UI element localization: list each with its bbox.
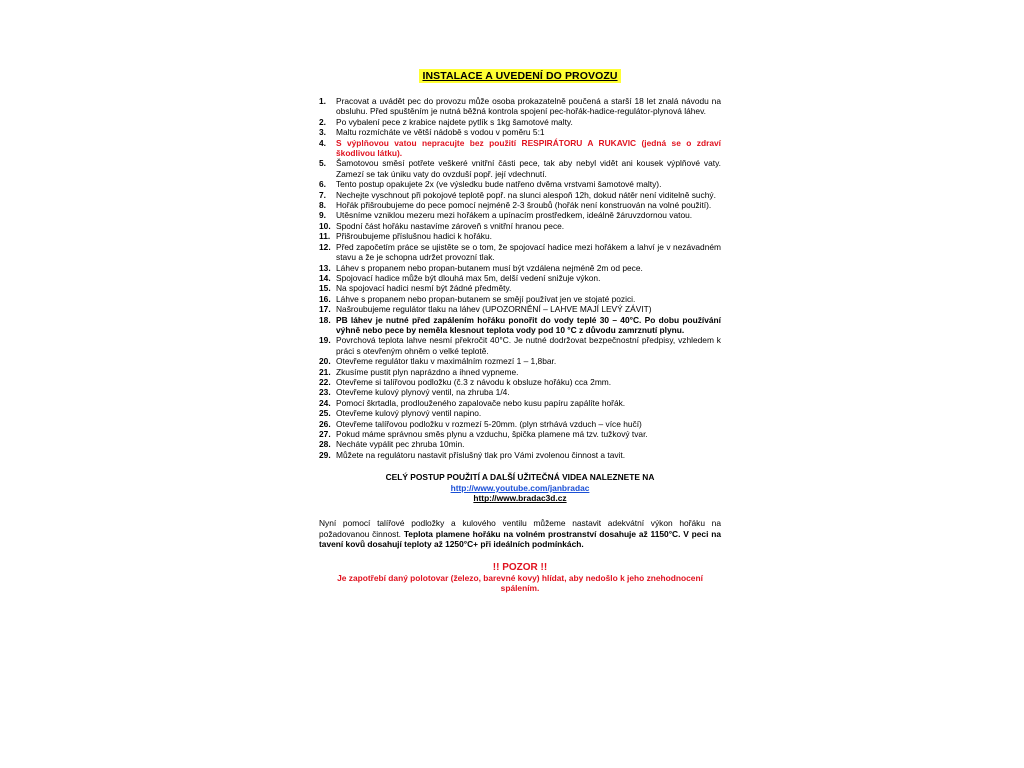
instruction-number: 19.	[319, 335, 331, 346]
title-wrap	[319, 66, 721, 84]
instruction-number: 4.	[319, 137, 326, 148]
instruction-text: Utěsníme vzniklou mezeru mezi hořákem a upínacím prostředkem, ideálně žáruvzdornou vatou.	[336, 210, 693, 221]
instruction-text: Na spojovací hadici nesmí být žádné předměty.	[336, 283, 512, 294]
instruction-text: Otevřeme kulový plynový ventil, na zhruba 1/4.	[336, 387, 510, 398]
instruction-item	[319, 117, 721, 127]
instruction-number: 10.	[319, 220, 331, 231]
instruction-number: 25.	[319, 408, 331, 419]
instruction-text: Nechejte vyschnout při pokojové teplotě popř. na slunci alespoň 12h, dokud nátěr není viditelně suchý.	[336, 189, 716, 200]
instruction-item	[319, 356, 721, 366]
instruction-text: Otevřeme kulový plynový ventil napino.	[336, 408, 482, 419]
instruction-item	[319, 304, 721, 314]
instruction-item	[319, 158, 721, 179]
instruction-item	[319, 387, 721, 397]
instruction-text: Láhev s propanem nebo propan-butanem musí být vzdálena nejméně 2m od pece.	[336, 262, 643, 273]
instruction-number: 23.	[319, 387, 331, 398]
instruction-number: 16.	[319, 293, 331, 304]
instruction-text: Našroubujeme regulátor tlaku na láhev (UPOZORNĚNÍ – LAHVE MAJÍ LEVÝ ZÁVIT)	[336, 304, 652, 315]
instruction-item	[319, 439, 721, 449]
instruction-number: 27.	[319, 429, 331, 439]
instruction-text: S výplňovou vatou nepracujte bez použití RESPIRÁTORU A RUKAVIC (jedná se o zdraví škodlivou látku).	[336, 137, 721, 159]
document-title: INSTALACE A UVEDENÍ DO PROVOZU	[419, 69, 620, 83]
warning-block	[319, 562, 721, 594]
note-bold: Teplota plamene hořáku na volném prostranství dosahuje až 1150°C. V peci na tavení kovů dosahují teploty až 1250°C+ při ideálních podmínkách.	[319, 528, 721, 550]
video-heading: CELÝ POSTUP POUŽITÍ A DALŠÍ UŽITEČNÁ VIDEA NALEZNETE NA	[385, 472, 655, 483]
note-plain: Nyní pomocí talířové podložky a kulového ventilu můžeme nastavit adekvátní výkon hořáku na požadovanou činnost.	[319, 518, 721, 539]
instruction-item	[319, 127, 721, 137]
instruction-number: 3.	[319, 127, 326, 138]
instruction-number: 1.	[319, 96, 326, 106]
instruction-number: 29.	[319, 449, 331, 460]
instruction-item	[319, 138, 721, 159]
instruction-item	[319, 450, 721, 460]
instruction-number: 24.	[319, 397, 331, 408]
instruction-list	[319, 96, 721, 460]
instruction-text: Šamotovou směsí potřete veškeré vnitřní části pece, tak aby nebyl vidět ani kousek výplňové vaty. Zamezí se tak úniku vaty do ovzduší popř. její vdechnutí.	[336, 158, 721, 179]
instruction-number: 5.	[319, 158, 326, 169]
instruction-text: Spojovací hadice může být dlouhá max 5m, delší vedení snižuje výkon.	[336, 272, 601, 283]
instruction-item	[319, 242, 721, 263]
instruction-text: Pomocí škrtadla, prodlouženého zapalovače nebo kusu papíru zapálíte hořák.	[336, 397, 626, 408]
instruction-text: Otevřeme talířovou podložku v rozmezí 5-20mm. (plyn strhává vzduch – více hučí)	[336, 418, 642, 429]
instruction-item	[319, 263, 721, 273]
instruction-item	[319, 367, 721, 377]
instruction-number: 22.	[319, 376, 331, 387]
instruction-item	[319, 294, 721, 304]
video-links-block	[319, 472, 721, 504]
instruction-item	[319, 283, 721, 293]
instruction-item	[319, 96, 721, 117]
youtube-link[interactable]: http://www.youtube.com/janbradac	[450, 482, 590, 493]
instruction-number: 7.	[319, 189, 326, 200]
website-link[interactable]: http://www.bradac3d.cz	[473, 493, 567, 504]
warning-text: Je zapotřebí daný polotovar (železo, barevné kovy) hlídat, aby nedošlo k jeho znehodnocení spálením.	[337, 572, 703, 594]
instruction-text: Hořák přišroubujeme do pece pomocí nejméně 2-3 šroubů (hořák není konstruován na volné použití).	[336, 200, 712, 211]
instruction-number: 17.	[319, 304, 331, 315]
instruction-item	[319, 231, 721, 241]
instruction-text: Necháte vypálit pec zhruba 10min.	[336, 439, 465, 450]
instruction-text: Můžete na regulátoru nastavit příslušný tlak pro Vámi zvolenou činnost a tavit.	[336, 449, 626, 460]
instruction-number: 8.	[319, 200, 326, 211]
instruction-number: 21.	[319, 366, 331, 377]
instruction-text: Pokud máme správnou směs plynu a vzduchu, špička plamene má tzv. tužkový tvar.	[336, 429, 648, 439]
instruction-text: Otevřeme si talířovou podložku (č.3 z návodu k obsluze hořáku) cca 2mm.	[336, 376, 612, 387]
instruction-text: Pracovat a uvádět pec do provozu může osoba prokazatelně poučená a starší 18 let znalá návodu na obsluhu. Před spuštěním je nutná běžná kontrola spojení pec-hořák-hadice-regulátor-plynová láhev.	[336, 96, 721, 117]
instruction-text: Maltu rozmícháte ve větší nádobě s vodou v poměru 5:1	[336, 127, 545, 138]
instruction-item	[319, 273, 721, 283]
instruction-number: 26.	[319, 418, 331, 429]
instruction-text: Před započetím práce se ujistěte se o tom, že spojovací hadice mezi hořákem a lahví je v nezávadném stavu a že je schopna udržet provozní tlak.	[336, 241, 721, 263]
instruction-number: 9.	[319, 210, 326, 221]
instruction-number: 12.	[319, 241, 331, 252]
instruction-item	[319, 221, 721, 231]
instruction-item	[319, 210, 721, 220]
instruction-number: 2.	[319, 116, 326, 127]
instruction-text: Po vybalení pece z krabice najdete pytlík s 1kg šamotové malty.	[336, 116, 573, 127]
instruction-number: 20.	[319, 356, 331, 367]
instruction-text: Přišroubujeme příslušnou hadici k hořáku.	[336, 231, 492, 242]
instruction-item	[319, 429, 721, 439]
instruction-text: Tento postup opakujete 2x (ve výsledku bude natřeno dvěma vrstvami šamotové malty).	[336, 179, 662, 190]
temperature-note	[319, 518, 721, 550]
instruction-text: Povrchová teplota lahve nesmí překročit 40°C. Je nutné dodržovat bezpečnostní předpisy, vzhledem k práci s otevřeným ohněm o velké teplotě.	[336, 335, 721, 356]
instruction-text: Zkusíme pustit plyn naprázdno a ihned vypneme.	[336, 366, 519, 377]
instruction-number: 14.	[319, 272, 331, 283]
instruction-item	[319, 398, 721, 408]
instruction-number: 13.	[319, 262, 331, 273]
instruction-text: Láhve s propanem nebo propan-butanem se smějí používat jen ve stojaté pozici.	[336, 293, 636, 304]
instruction-item	[319, 335, 721, 356]
instruction-number: 18.	[319, 314, 331, 325]
warning-heading: !! POZOR !!	[492, 561, 548, 573]
instruction-item	[319, 315, 721, 336]
instruction-item	[319, 419, 721, 429]
instruction-text: Spodní část hořáku nastavíme zároveň s vnitřní hranou pece.	[336, 220, 565, 231]
instruction-number: 28.	[319, 439, 331, 450]
instruction-item	[319, 200, 721, 210]
instruction-number: 11.	[319, 231, 331, 242]
instruction-number: 15.	[319, 283, 331, 294]
instruction-text: PB láhev je nutné před zapálením hořáku ponořit do vody teplé 30 – 40°C. Po dobu používání výhně nebo pece by neměla klesnout teplota vody pod 10 °C z důvodu zamrznutí plynu.	[336, 314, 721, 335]
instruction-item	[319, 179, 721, 189]
instruction-number: 6.	[319, 179, 326, 190]
instruction-item	[319, 377, 721, 387]
instruction-item	[319, 190, 721, 200]
document-page	[319, 66, 721, 594]
instruction-text: Otevřeme regulátor tlaku v maximálním rozmezí 1 – 1,8bar.	[336, 356, 557, 367]
instruction-item	[319, 408, 721, 418]
